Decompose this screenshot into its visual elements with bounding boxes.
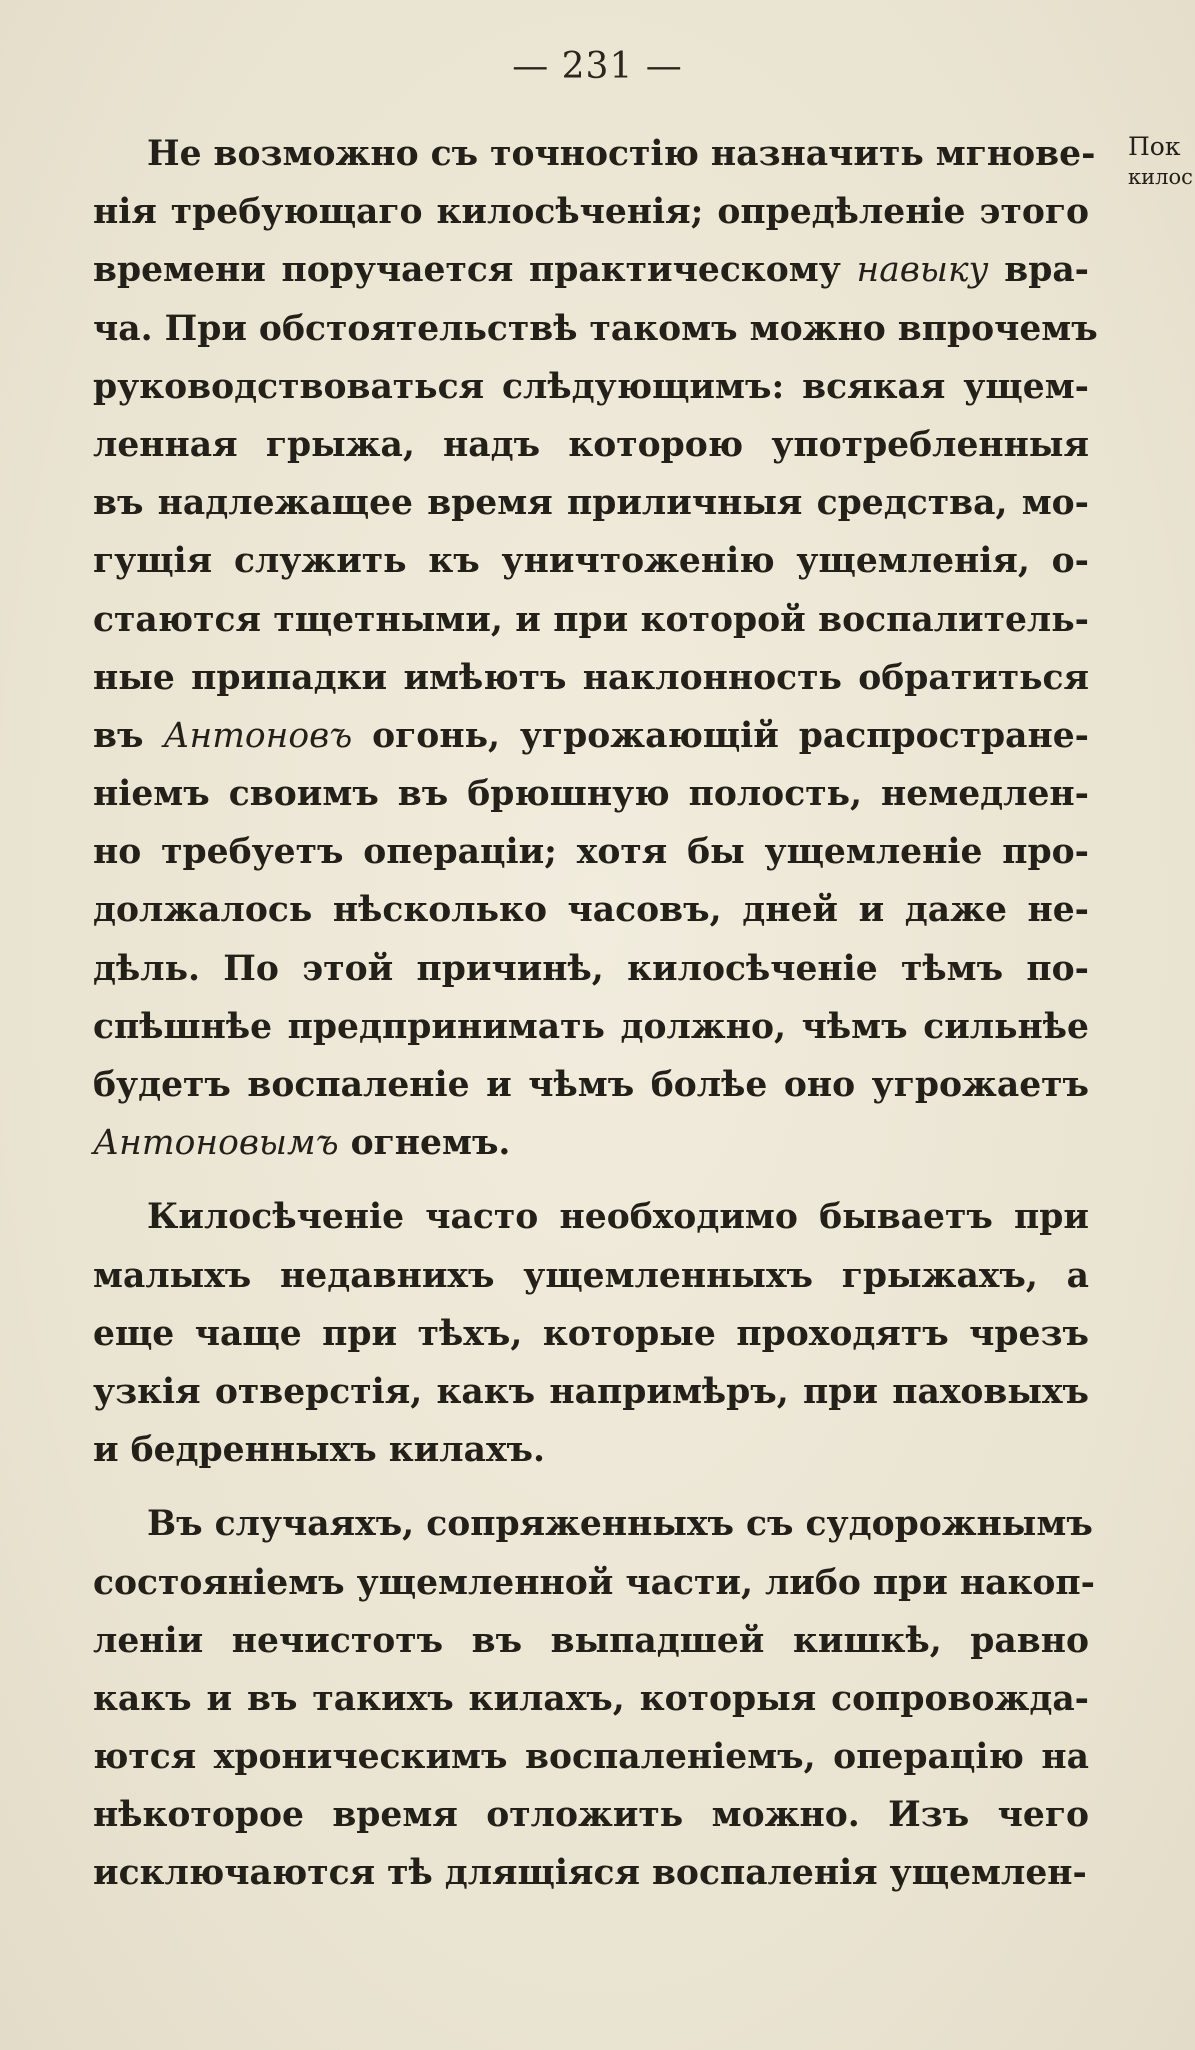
text-segment: состояніемъ ущемленной части, либо при накоп- xyxy=(93,1562,1095,1603)
text-segment: Въ случаяхъ, сопряженныхъ съ судорожнымъ xyxy=(147,1504,1093,1545)
text-line xyxy=(93,474,1089,532)
text-segment: ются хроническимъ воспаленіемъ, операцію на xyxy=(93,1737,1089,1778)
text-line xyxy=(93,591,1089,649)
italic-text: навыку xyxy=(856,250,989,291)
text-line xyxy=(93,649,1089,707)
text-line xyxy=(93,1495,1093,1553)
text-line xyxy=(93,1056,1089,1114)
text-line xyxy=(93,300,1098,358)
text-line xyxy=(93,1247,1089,1305)
text-line xyxy=(93,998,1089,1056)
text-line xyxy=(93,1670,1089,1728)
text-segment: леніи нечистотъ въ выпадшей кишкѣ, равно xyxy=(93,1620,1089,1661)
text-segment: времени поручается практическому xyxy=(93,250,857,291)
text-segment: малыхъ недавнихъ ущемленныхъ грыжахъ, а xyxy=(93,1255,1089,1296)
text-segment: ча. При обстоятельствѣ такомъ можно впрочемъ xyxy=(93,308,1098,349)
text-segment: нѣкоторое время отложить можно. Изъ чего xyxy=(93,1795,1089,1836)
text-line xyxy=(93,358,1089,416)
text-segment: огонь, угрожающій распростране- xyxy=(352,715,1089,756)
text-segment: дѣль. По этой причинѣ, килосѣченіе тѣмъ по- xyxy=(93,948,1089,989)
text-line xyxy=(93,1612,1089,1670)
paragraph xyxy=(93,1495,1095,1902)
text-segment: стаются тщетными, и при которой воспалитель- xyxy=(93,599,1089,640)
text-segment: и бедренныхъ килахъ. xyxy=(93,1430,545,1471)
text-segment: ніемъ своимъ въ брюшную полость, немедлен- xyxy=(93,774,1089,815)
text-line xyxy=(93,532,1089,590)
text-line xyxy=(93,881,1089,939)
text-line xyxy=(93,823,1089,881)
margin-note xyxy=(1128,132,1195,192)
text-segment: нія требующаго килосѣченія; опредѣленіе этого xyxy=(93,192,1089,233)
text-line xyxy=(93,1728,1089,1786)
text-segment: Килосѣченіе часто необходимо бываетъ при xyxy=(147,1197,1089,1238)
text-segment: огнемъ. xyxy=(338,1123,511,1164)
page-number: — 231 — xyxy=(512,46,683,87)
paragraph xyxy=(93,1188,1089,1479)
text-line xyxy=(93,1786,1089,1844)
paragraph xyxy=(93,125,1098,1172)
text-line xyxy=(93,183,1089,241)
text-segment: въ xyxy=(93,715,164,756)
text-line xyxy=(93,1305,1089,1363)
margin-note-line: килос xyxy=(1128,165,1193,189)
italic-text: Антоновъ xyxy=(163,715,353,756)
text-line xyxy=(93,1363,1089,1421)
text-line xyxy=(93,1421,1089,1479)
text-line xyxy=(93,765,1089,823)
text-segment: узкія отверстія, какъ напримѣръ, при паховыхъ xyxy=(93,1371,1089,1412)
text-line xyxy=(93,1188,1089,1246)
margin-note-line: Пок xyxy=(1128,132,1181,161)
text-segment: но требуетъ операціи; хотя бы ущемленіе про- xyxy=(93,832,1089,873)
text-segment: ленная грыжа, надъ которою употребленныя xyxy=(93,424,1089,465)
text-segment: руководствоваться слѣдующимъ: всякая ущем- xyxy=(93,366,1089,407)
italic-text: Антоновымъ xyxy=(93,1123,339,1164)
text-segment: будетъ воспаленіе и чѣмъ болѣе оно угрожаетъ xyxy=(93,1065,1089,1105)
text-segment: гущія служить къ уничтоженію ущемленія, о- xyxy=(93,541,1089,582)
text-segment: Не возможно съ точностію назначить мгнове- xyxy=(147,134,1096,174)
text-segment: еще чаще при тѣхъ, которые проходятъ чрезъ xyxy=(93,1313,1089,1354)
text-line xyxy=(93,1844,1089,1902)
text-line xyxy=(93,1554,1095,1612)
text-segment: ные припадки имѣютъ наклонность обратиться xyxy=(93,657,1089,698)
text-segment: какъ и въ такихъ килахъ, которыя сопровожда- xyxy=(93,1678,1089,1719)
text-segment: должалось нѣсколько часовъ, дней и даже не- xyxy=(93,890,1089,931)
text-line xyxy=(93,241,1089,299)
body-text xyxy=(93,125,1098,1919)
text-line xyxy=(93,707,1089,765)
text-line xyxy=(93,416,1089,474)
text-segment: исключаются тѣ длящіяся воспаленія ущемлен- xyxy=(93,1853,1087,1894)
text-segment: вра- xyxy=(988,250,1090,291)
text-segment: спѣшнѣе предпринимать должно, чѣмъ сильнѣе xyxy=(93,1006,1089,1047)
text-segment: въ надлежащее время приличныя средства, мо- xyxy=(93,483,1089,524)
text-line xyxy=(93,125,1096,183)
text-line xyxy=(93,940,1089,998)
text-line xyxy=(93,1114,1089,1172)
